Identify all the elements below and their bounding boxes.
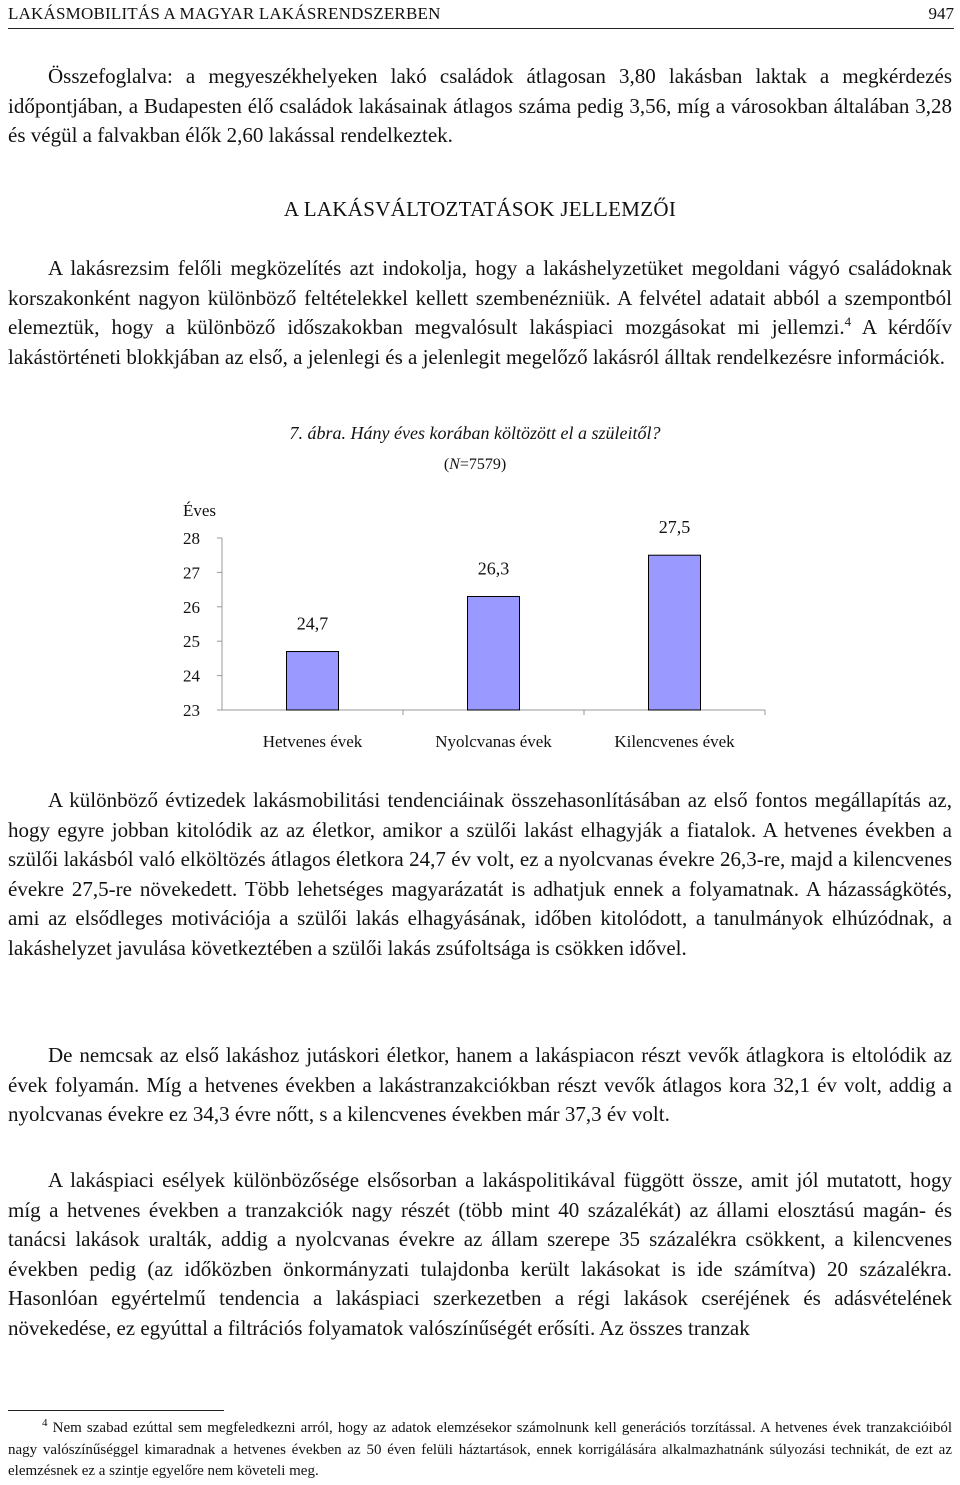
x-tick-label: Hetvenes évek bbox=[262, 732, 363, 751]
figure-sample-size bbox=[120, 454, 830, 476]
paragraph-4-text: A lakáspiaci esélyek különbözősége elsősorban a lakáspolitikával függött össze, amit jól mutatott, hogy míg a hetvenes években a tranzakciók nagy részét (több mint 40 százalékát) az állami elosztású magán- és tanácsi lakások uralták, addig a nyolcvanas évekre az állam szerepe 35 százalékra csökkent, a kilencvenes években pedig (az időközben önkormányzati tulajdonba került lakásokat is ide számítva) 20 százalékra. Hasonlóan egyértelmű tendencia a lakáspiaci szerkezetben a régi lakások cseréjének és adásvételének növekedése, ez egyúttal a filtrációs folyamatok valószínűségét erősíti. Az összes tranzak bbox=[8, 1168, 952, 1340]
sample-open: ( bbox=[443, 456, 450, 473]
x-tick-label: Nyolcvanas évek bbox=[435, 732, 552, 751]
footnote bbox=[8, 1418, 952, 1483]
sample-rest: =7579) bbox=[459, 456, 507, 473]
paragraph-3 bbox=[8, 1041, 952, 1130]
paragraph-3-text: De nemcsak az első lakáshoz jutáskori életkor, hanem a lakáspiacon részt vevők átlagkora is eltolódik az évek folyamán. Míg a hetvenes években a lakástranzakciókban részt vevők átlagos kora 32,1 év volt, addig a nyolcvanas évekre ez 34,3 évre nőtt, s a kilencvenes években már 37,3 év volt. bbox=[8, 1043, 952, 1126]
bar bbox=[468, 596, 520, 710]
page-number: 947 bbox=[928, 4, 954, 23]
figure-caption: 7. ábra. Hány éves korában költözött el a szüleitől? bbox=[289, 423, 661, 443]
y-tick-label: 26 bbox=[183, 597, 200, 617]
sample-n: N bbox=[449, 456, 460, 473]
running-head bbox=[8, 2, 954, 29]
paragraph-1-text-cont: A kérdőív lakástörténeti blokkjában az első, a jelenlegi és a jelenlegit megelőző lakásról álltak rendelkezésre információk. bbox=[8, 315, 953, 369]
running-title: LAKÁSMOBILITÁS A MAGYAR LAKÁSRENDSZERBEN bbox=[8, 4, 441, 23]
paragraph-2-text: A különböző évtizedek lakásmobilitási tendenciáinak összehasonlításában az első fontos megállapítás az, hogy egyre jobban kitolódik az az életkor, amikor a szülői lakást elhagyják a fiatalok. A hetvenes években a szülői lakásból való elköltözés átlagos életkora 24,7 év volt, ez a nyolcvanas évekre 26,3-re, majd a kilencvenes évekre 27,5-re növekedett. Több lehetséges magyarázatát is adhatjuk ennek a folyamatnak. A házasságkötés, ami az elsődleges motivációja a szülői lakás elhagyásának, időben kitolódott, a tanulmányok elhúzódnak, a lakáshelyzet javulása következtében a szülői lakás zsúfoltsága is csökken idővel. bbox=[8, 788, 952, 960]
intro-paragraph bbox=[8, 62, 952, 151]
bar bbox=[649, 555, 701, 710]
y-axis-label: Éves bbox=[183, 501, 217, 520]
y-tick-label: 24 bbox=[183, 666, 200, 686]
bar bbox=[287, 652, 339, 710]
data-label: 24,7 bbox=[296, 613, 329, 634]
bar-chart bbox=[0, 480, 960, 770]
footnote-number: 4 bbox=[42, 1417, 48, 1429]
data-label: 26,3 bbox=[477, 558, 510, 579]
paragraph-4 bbox=[8, 1166, 952, 1343]
paragraph-1 bbox=[8, 254, 952, 372]
section-heading: A LAKÁSVÁLTOZTATÁSOK JELLEMZŐI bbox=[283, 197, 677, 221]
x-tick-label: Kilencvenes évek bbox=[614, 732, 735, 751]
footnote-ref: 4 bbox=[844, 314, 852, 329]
paragraph-1-text: A lakásrezsim felőli megközelítés azt indokolja, hogy a lakáshelyzetüket megoldani vágyó családoknak korszakonként nagyon különböző feltételekkel kellett szembenézniük. A felvétel adatait abból a szempontból elemeztük, hogy a különböző időszakokban megvalósult lakáspiaci mozgásokat mi jellemzi. bbox=[8, 256, 952, 339]
intro-paragraph-text: Összefoglalva: a megyeszékhelyeken lakó családok átlagosan 3,80 lakásban laktak a megkérdezés időpontjában, a Budapesten élő családok lakásainak átlagos száma pedig 3,56, míg a városokban általában 3,28 és végül a falvakban élők 2,60 lakással rendelkeztek. bbox=[8, 64, 952, 147]
data-label: 27,5 bbox=[658, 517, 691, 538]
chart-plot bbox=[183, 517, 765, 751]
footnote-text: Nem szabad ezúttal sem megfeledkezni arról, hogy az adatok elemzésekor számolnunk kell generációs torzítással. A hetvenes évek tranzakcióiból nagy valószínűséggel kimaradnak a hetvenes években az 50 éven felüli háztartások, ennek korrigálására alkalmazhatnánk súlyozási technikát, de ezt az elemzésnek ez a szintje egyelőre nem követeli meg. bbox=[8, 1420, 952, 1479]
y-tick-label: 23 bbox=[183, 701, 200, 720]
y-tick-label: 28 bbox=[183, 529, 200, 548]
y-tick-label: 25 bbox=[183, 632, 200, 652]
paragraph-2 bbox=[8, 786, 952, 963]
y-tick-label: 27 bbox=[183, 563, 200, 583]
footnote-rule bbox=[8, 1410, 224, 1411]
